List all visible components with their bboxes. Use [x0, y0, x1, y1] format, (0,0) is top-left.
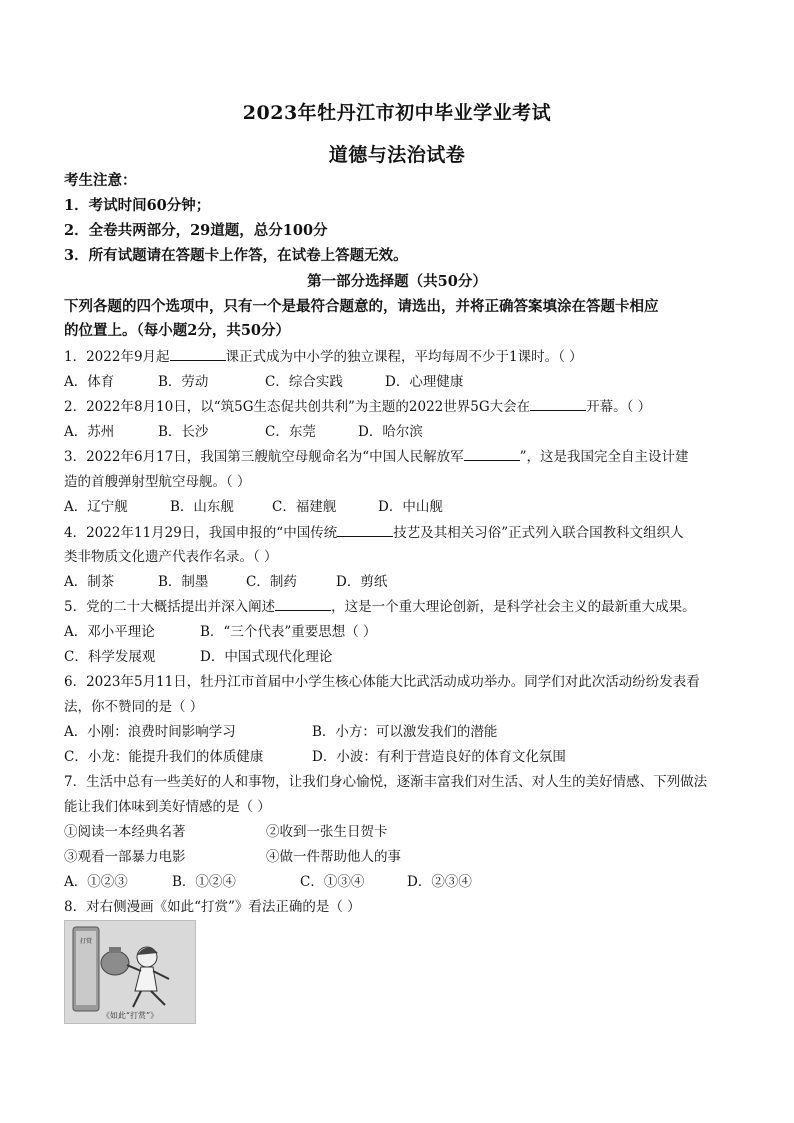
question-3-stem-cont: 造的首艘弹射型航空母舰。（ ）: [64, 474, 251, 490]
question-2-stem-part: 2．2022年8月10日，以“筑5G生态促共创共利”为主题的2022世界5G大会在: [64, 399, 531, 415]
question-2-option-c: C．东莞: [265, 424, 316, 440]
question-6-option-d: D．小波：有利于营造良好的体育文化氛围: [312, 749, 566, 765]
cartoon-caption: 《如此“打赏”》: [101, 1011, 159, 1020]
notice-item-2: 2．全卷共两部分，29道题，总分100分: [64, 222, 328, 239]
question-2-option-a: A．苏州: [64, 424, 115, 440]
part1-instruction-1: 下列各题的四个选项中，只有一个是最符合题意的，请选出，并将正确答案填涂在答题卡相应: [64, 298, 659, 315]
question-5-option-b: B．“三个代表”重要思想（ ）: [200, 624, 377, 640]
question-1-option-d: D．心理健康: [385, 374, 464, 390]
question-2-stem-part: 开幕。（ ）: [586, 399, 652, 415]
question-4-stem-cont: 类非物质文化遗产代表作名录。（ ）: [64, 549, 278, 565]
answer-blank: [337, 524, 393, 537]
question-7-stem: 7．生活中总有一些美好的人和事物，让我们身心愉悦，逐渐丰富我们对生活、对人生的美好情感、下列做法: [64, 774, 708, 790]
notice-heading: 考生注意：: [64, 172, 137, 189]
question-4-stem-part: 4．2022年11月29日，我国申报的“中国传统: [64, 525, 338, 541]
question-4-option-c: C．制药: [246, 574, 297, 590]
question-5-stem: [64, 598, 744, 616]
question-3-stem: [64, 448, 744, 466]
question-7-item-1: ①阅读一本经典名著: [64, 824, 186, 840]
question-1-option-a: A．体育: [64, 374, 115, 390]
exam-title: 2023年牡丹江市初中毕业学业考试: [242, 102, 552, 124]
question-1-option-c: C．综合实践: [265, 374, 343, 390]
question-7-item-4: ④做一件帮助他人的事: [266, 849, 401, 865]
person-leg: [133, 991, 141, 1007]
question-6-option-c: C．小龙：能提升我们的体质健康: [64, 749, 264, 765]
question-6-option-b: B．小方：可以激发我们的潜能: [312, 724, 498, 740]
part1-instruction-2: 的位置上。（每小题2分，共50分）: [64, 322, 291, 339]
question-8-stem: 8．对右侧漫画《如此“打赏”》看法正确的是（ ）: [64, 899, 361, 915]
exam-subtitle: 道德与法治试卷: [328, 144, 466, 166]
question-1-stem-part: 课正式成为中小学的独立课程，平均每周不少于1课时。（ ）: [225, 349, 583, 365]
question-3-option-a: A．辽宁舰: [64, 499, 128, 515]
question-4-option-a: A．制茶: [64, 574, 115, 590]
question-3-option-c: C．福建舰: [272, 499, 337, 515]
question-5-option-a: A．邓小平理论: [64, 624, 155, 640]
question-4-option-d: D．剪纸: [336, 574, 388, 590]
question-7-option-d: D．②③④: [407, 874, 472, 890]
question-3-option-b: B．山东舰: [170, 499, 234, 515]
question-7-item-3: ③观看一部暴力电影: [64, 849, 186, 865]
person-arm: [127, 965, 141, 971]
question-7-stem-cont: 能让我们体味到美好情感的是（ ）: [64, 799, 271, 815]
question-6-stem-cont: 法，你不赞同的是（ ）: [64, 699, 204, 715]
money-bag-top: [109, 947, 121, 953]
cartoon-image: [64, 920, 196, 1024]
answer-blank: [530, 398, 586, 411]
part1-heading: 第一部分选择题（共50分）: [307, 273, 487, 290]
question-1-stem-part: 1．2022年9月起: [64, 349, 170, 365]
question-2-option-d: D．哈尔滨: [358, 424, 423, 440]
answer-blank: [464, 448, 520, 461]
question-7-option-a: A．①②③: [64, 874, 128, 890]
question-7-option-c: C．①③④: [300, 874, 365, 890]
question-7-item-2: ②收到一张生日贺卡: [266, 824, 388, 840]
question-6-option-a: A．小刚：浪费时间影响学习: [64, 724, 236, 740]
question-5-stem-part: ，这是一个重大理论创新，是科学社会主义的最新重大成果。: [331, 599, 696, 615]
answer-blank: [170, 348, 226, 361]
person-arm: [153, 971, 169, 979]
answer-blank: [275, 598, 331, 611]
notice-item-1: 1．考试时间60分钟；: [64, 197, 211, 214]
question-4-option-b: B．制墨: [158, 574, 209, 590]
phone-sign-text: 打赏: [79, 938, 93, 945]
question-1-stem: [64, 348, 744, 366]
question-3-option-d: D．中山舰: [378, 499, 443, 515]
question-1-option-b: B．劳动: [158, 374, 209, 390]
cartoon-drawing: [65, 921, 195, 1023]
question-2-stem: [64, 398, 744, 416]
question-3-stem-part: ”，这是我国完全自主设计建: [519, 449, 689, 465]
notice-item-3: 3．所有试题请在答题卡上作答，在试卷上答题无效。: [64, 247, 408, 264]
question-5-option-c: C．科学发展观: [64, 649, 156, 665]
question-5-option-d: D．中国式现代化理论: [200, 649, 333, 665]
question-4-stem-part: 技艺及其相关习俗”正式列入联合国教科文组织人: [393, 525, 684, 541]
question-7-option-b: B．①②④: [172, 874, 236, 890]
money-bag-shape: [101, 951, 129, 975]
question-3-stem-part: 3．2022年6月17日，我国第三艘航空母舰命名为“中国人民解放军: [64, 449, 464, 465]
question-5-stem-part: 5．党的二十大概括提出并深入阐述: [64, 599, 276, 615]
person-leg: [151, 991, 165, 1005]
question-2-option-b: B．长沙: [158, 424, 209, 440]
question-6-stem: 6．2023年5月11日，牡丹江市首届中小学生核心体能大比武活动成功举办。同学们对此次活动纷纷发表看: [64, 674, 700, 690]
question-4-stem: [64, 524, 744, 542]
